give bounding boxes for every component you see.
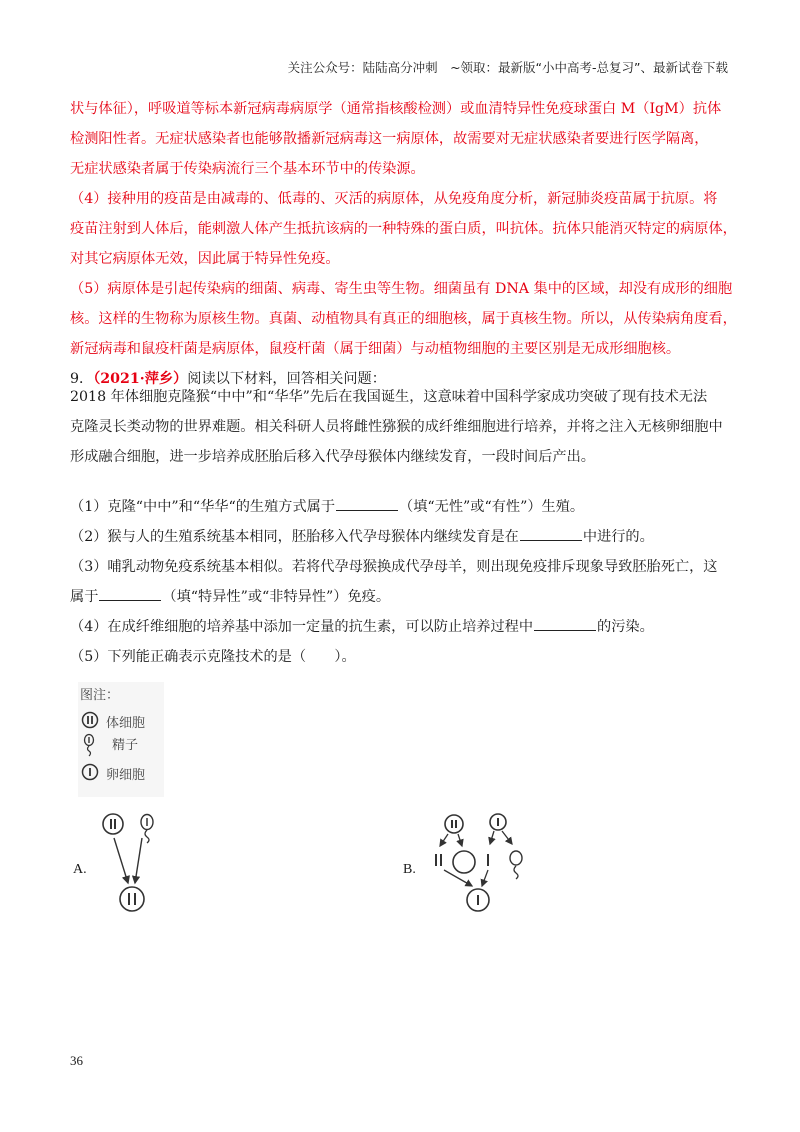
answer-blank[interactable]: [520, 528, 582, 541]
text-line: 疫苗注射到人体后，能刺激人体产生抵抗该病的一种特殊的蛋白质，叫抗体。抗体只能消灭特定的病原体，: [70, 220, 737, 237]
material-text: [70, 383, 732, 472]
sub-question-3-line-2: 属于 （填“特异性”或“非特异性”）免疫。: [70, 589, 391, 605]
nucleus-pair-icon: [436, 854, 441, 866]
option-b-label[interactable]: B.: [403, 862, 416, 877]
page-header: 关注公众号：陆陆高分冲刺 ~领取：最新版“小中高考-总复习”、最新试卷下载: [287, 60, 728, 75]
body-cell-icon: [103, 814, 123, 834]
text-line: 无症状感染者属于传染病流行三个基本环节中的传染源。: [70, 160, 425, 177]
text-line: 检测阳性者。无症状感染者也能够散播新冠病毒这一病原体，故需要对无症状感染者要进行医学隔离，: [70, 130, 709, 147]
answer-blank[interactable]: [336, 498, 398, 511]
body-cell-icon: [83, 713, 98, 728]
egg-cell-icon: [83, 765, 98, 780]
option-a-label[interactable]: A.: [73, 862, 87, 877]
figure-legend: [78, 682, 164, 797]
page-number: 36: [70, 1053, 83, 1068]
arrow-icon: [490, 831, 494, 844]
arrow-icon: [135, 838, 142, 883]
text-line: 克隆灵长类动物的世界难题。相关科研人员将雌性猕猴的成纤维细胞进行培养，并将之注入无核卵细胞中: [70, 418, 723, 435]
body-cell-icon: [445, 815, 463, 833]
text-line: 2018 年体细胞克隆猴“中中”和“华华”先后在我国诞生，这意味着中国科学家成功突破了现有技术无法: [70, 389, 708, 405]
text-line: 核。这样的生物称为原核生物。真菌、动植物具有真正的细胞核，属于真核生物。所以，从传染病角度看，: [70, 310, 737, 327]
arrow-icon: [114, 838, 128, 883]
text-line: 形成融合细胞，进一步培养成胚胎后移入代孕母猴体内继续发育，一段时间后产出。: [70, 448, 595, 465]
result-cell-icon: [467, 889, 489, 911]
sub-question-2: （2）猴与人的生殖系统基本相同，胚胎移入代孕母猴体内继续发育是在 中进行的。: [70, 529, 654, 545]
legend-title: 图注：: [80, 688, 120, 703]
arrow-icon: [502, 831, 512, 844]
legend-label-body-cell: 体细胞: [106, 716, 146, 731]
sperm-icon: [85, 735, 94, 757]
text-line: 状与体征），呼吸道等标本新冠病毒病原学（通常指核酸检测）或血清特异性免疫球蛋白 M（IgM）抗体: [70, 101, 722, 117]
egg-cell-icon: [490, 814, 506, 830]
question-prompt: 阅读以下材料，回答相关问题：: [187, 371, 386, 387]
sub-question-1: （1）克隆“中中”和“华华“的生殖方式属于 （填“无性”或“有性”）生殖。: [70, 499, 585, 515]
answer-paragraph-4: [70, 185, 737, 274]
text-line: （5）病原体是引起传染病的细菌、病毒、寄生虫等生物。细菌虽有 DNA 集中的区域，却没有成形的细胞: [70, 281, 733, 297]
sub-question-4: （4）在成纤维细胞的培养基中添加一定量的抗生素，可以防止培养过程中 的污染。: [70, 619, 654, 635]
answer-blank[interactable]: [534, 618, 596, 631]
fused-cell-icon: [120, 887, 144, 911]
sperm-icon: [510, 851, 522, 879]
text-line: （4）接种用的疫苗是由减毒的、低毒的、灭活的病原体，从免疫角度分析，新冠肺炎疫苗属于抗原。将: [70, 191, 718, 207]
text-line: 新冠病毒和鼠疫杆菌是病原体，鼠疫杆菌（属于细菌）与动植物细胞的主要区别是无成形细胞核。: [70, 340, 681, 357]
text-line: 对其它病原体无效，因此属于特异性免疫。: [70, 250, 340, 267]
sub-question-5: （5）下列能正确表示克隆技术的是（ ）。: [70, 649, 356, 665]
question-number: 9．: [70, 371, 94, 387]
legend-label-egg-cell: 卵细胞: [106, 768, 146, 783]
legend-label-sperm: 精子: [112, 738, 139, 753]
option-b-diagram[interactable]: [428, 808, 538, 918]
sperm-icon: [141, 815, 153, 844]
sub-question-3-line-1: （3）哺乳动物免疫系统基本相似。若将代孕母猴换成代孕母羊，则出现免疫排斥现象导致胚胎死亡，这: [70, 559, 718, 575]
enucleated-cell-icon: [453, 851, 475, 873]
arrow-icon: [458, 834, 462, 846]
answer-paragraph-5: [70, 275, 737, 364]
arrow-icon: [482, 870, 488, 886]
option-a-diagram[interactable]: [92, 808, 172, 918]
arrow-icon: [440, 834, 448, 846]
answer-blank[interactable]: [99, 588, 161, 601]
question-source: （2021·萍乡）: [93, 371, 188, 387]
answer-paragraph-3: [70, 95, 732, 184]
